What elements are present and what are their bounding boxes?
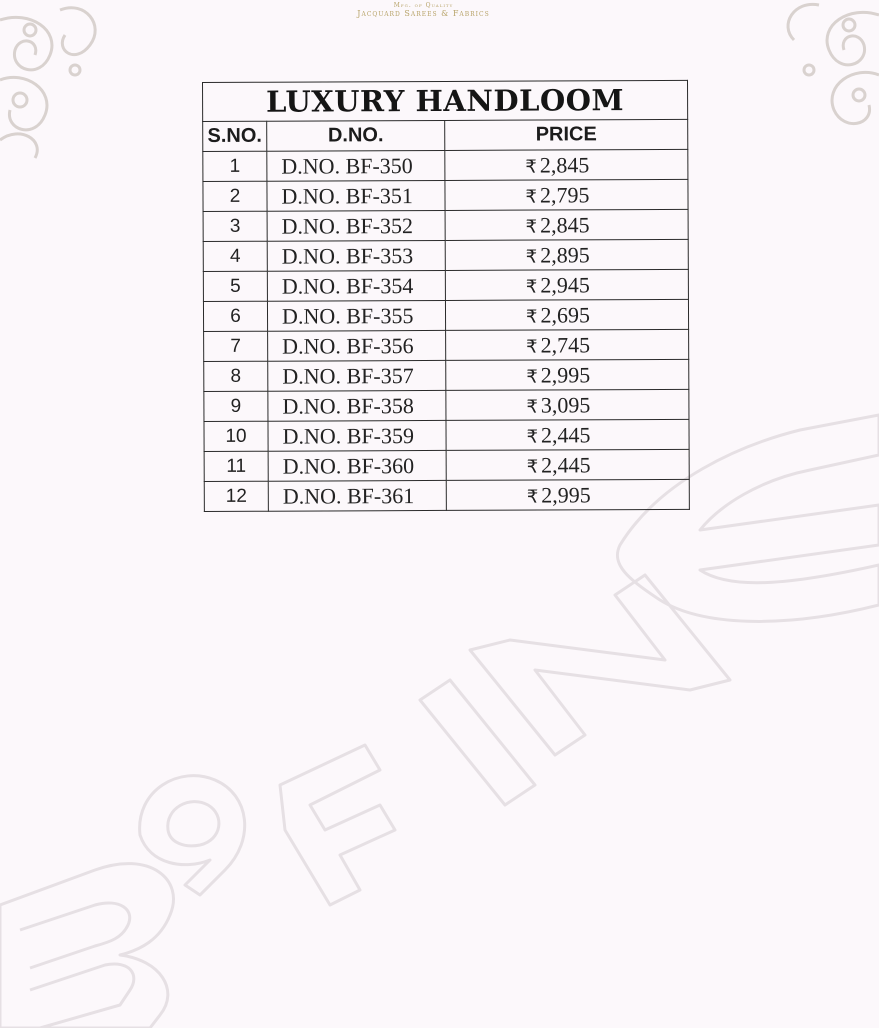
column-header-price: PRICE bbox=[445, 119, 688, 150]
price-value: 2,745 bbox=[540, 331, 591, 358]
cell-sno: 8 bbox=[204, 361, 268, 391]
table-row bbox=[203, 299, 688, 331]
cell-sno: 11 bbox=[204, 451, 268, 481]
cell-sno: 12 bbox=[204, 481, 268, 511]
cell-design-number: D.NO. BF-351 bbox=[267, 180, 445, 211]
price-value: 2,845 bbox=[540, 211, 590, 238]
cell-design-number: D.NO. BF-353 bbox=[267, 240, 445, 271]
cell-design-number: D.NO. BF-360 bbox=[268, 450, 446, 481]
column-header-dno: D.NO. bbox=[267, 120, 445, 151]
rupee-icon: ₹ bbox=[526, 456, 539, 478]
rupee-icon: ₹ bbox=[526, 396, 538, 418]
price-value: 2,695 bbox=[540, 301, 591, 328]
rupee-icon: ₹ bbox=[525, 186, 538, 208]
price-value: 2,945 bbox=[540, 271, 590, 298]
price-table bbox=[202, 80, 690, 512]
cell-price bbox=[446, 359, 689, 390]
cell-design-number: D.NO. BF-357 bbox=[268, 360, 446, 391]
cell-sno: 2 bbox=[203, 181, 267, 211]
cell-price bbox=[446, 449, 689, 480]
table-row bbox=[204, 389, 689, 421]
cell-design-number: D.NO. BF-355 bbox=[267, 300, 445, 331]
cell-sno: 9 bbox=[204, 391, 268, 421]
rupee-icon: ₹ bbox=[525, 306, 538, 328]
rupee-icon: ₹ bbox=[525, 156, 537, 178]
cell-design-number: D.NO. BF-356 bbox=[268, 330, 446, 361]
cell-price bbox=[445, 239, 688, 270]
cell-design-number: D.NO. BF-350 bbox=[267, 150, 445, 181]
cell-price bbox=[446, 329, 689, 360]
table-header-row bbox=[203, 119, 688, 151]
cell-design-number: D.NO. BF-359 bbox=[268, 420, 446, 451]
cell-price bbox=[445, 299, 688, 330]
cell-design-number: D.NO. BF-354 bbox=[267, 270, 445, 301]
cell-sno: 5 bbox=[203, 271, 267, 301]
table-row bbox=[203, 209, 688, 241]
price-value: 2,995 bbox=[541, 481, 591, 508]
price-value: 3,095 bbox=[540, 391, 591, 418]
cell-sno: 3 bbox=[203, 211, 267, 241]
cell-price bbox=[445, 269, 688, 300]
rupee-icon: ₹ bbox=[525, 216, 538, 238]
price-value: 2,895 bbox=[540, 241, 590, 268]
price-value: 2,445 bbox=[540, 421, 591, 448]
table-row bbox=[203, 239, 688, 271]
cell-price bbox=[445, 179, 688, 210]
header-subtitle: Jacquard Sarees & Fabrics bbox=[357, 8, 490, 18]
price-value: 2,995 bbox=[540, 361, 591, 388]
cell-design-number: D.NO. BF-358 bbox=[268, 390, 446, 421]
table-row bbox=[204, 419, 689, 451]
company-header bbox=[0, 3, 879, 18]
cell-price bbox=[446, 419, 689, 450]
cell-sno: 10 bbox=[204, 421, 268, 451]
table-title: LUXURY HANDLOOM bbox=[203, 80, 688, 121]
table-row bbox=[204, 449, 689, 481]
column-header-sno: S.NO. bbox=[203, 121, 267, 151]
rupee-icon: ₹ bbox=[526, 336, 538, 358]
header-tagline: Mfg. of Quality bbox=[393, 2, 454, 9]
price-value: 2,795 bbox=[539, 181, 590, 208]
rupee-icon: ₹ bbox=[525, 246, 538, 268]
cell-price bbox=[446, 479, 689, 510]
rupee-icon: ₹ bbox=[526, 486, 539, 508]
table-row bbox=[204, 329, 689, 361]
table-row bbox=[203, 149, 688, 181]
cell-price bbox=[445, 209, 688, 240]
cell-price bbox=[446, 389, 689, 420]
cell-design-number: D.NO. BF-352 bbox=[267, 210, 445, 241]
cell-sno: 4 bbox=[203, 241, 267, 271]
rupee-icon: ₹ bbox=[525, 276, 538, 298]
table-row bbox=[203, 179, 688, 211]
cell-design-number: D.NO. BF-361 bbox=[268, 480, 446, 511]
table-row bbox=[204, 359, 689, 391]
cell-sno: 1 bbox=[203, 151, 267, 181]
price-value: 2,845 bbox=[539, 151, 590, 178]
cell-sno: 6 bbox=[203, 301, 267, 331]
price-value: 2,445 bbox=[541, 451, 591, 478]
table-title-row bbox=[203, 80, 688, 121]
cell-price bbox=[445, 149, 688, 180]
cell-sno: 7 bbox=[204, 331, 268, 361]
table-row bbox=[203, 269, 688, 301]
table-row bbox=[204, 479, 689, 511]
rupee-icon: ₹ bbox=[526, 366, 538, 388]
rupee-icon: ₹ bbox=[526, 426, 539, 448]
